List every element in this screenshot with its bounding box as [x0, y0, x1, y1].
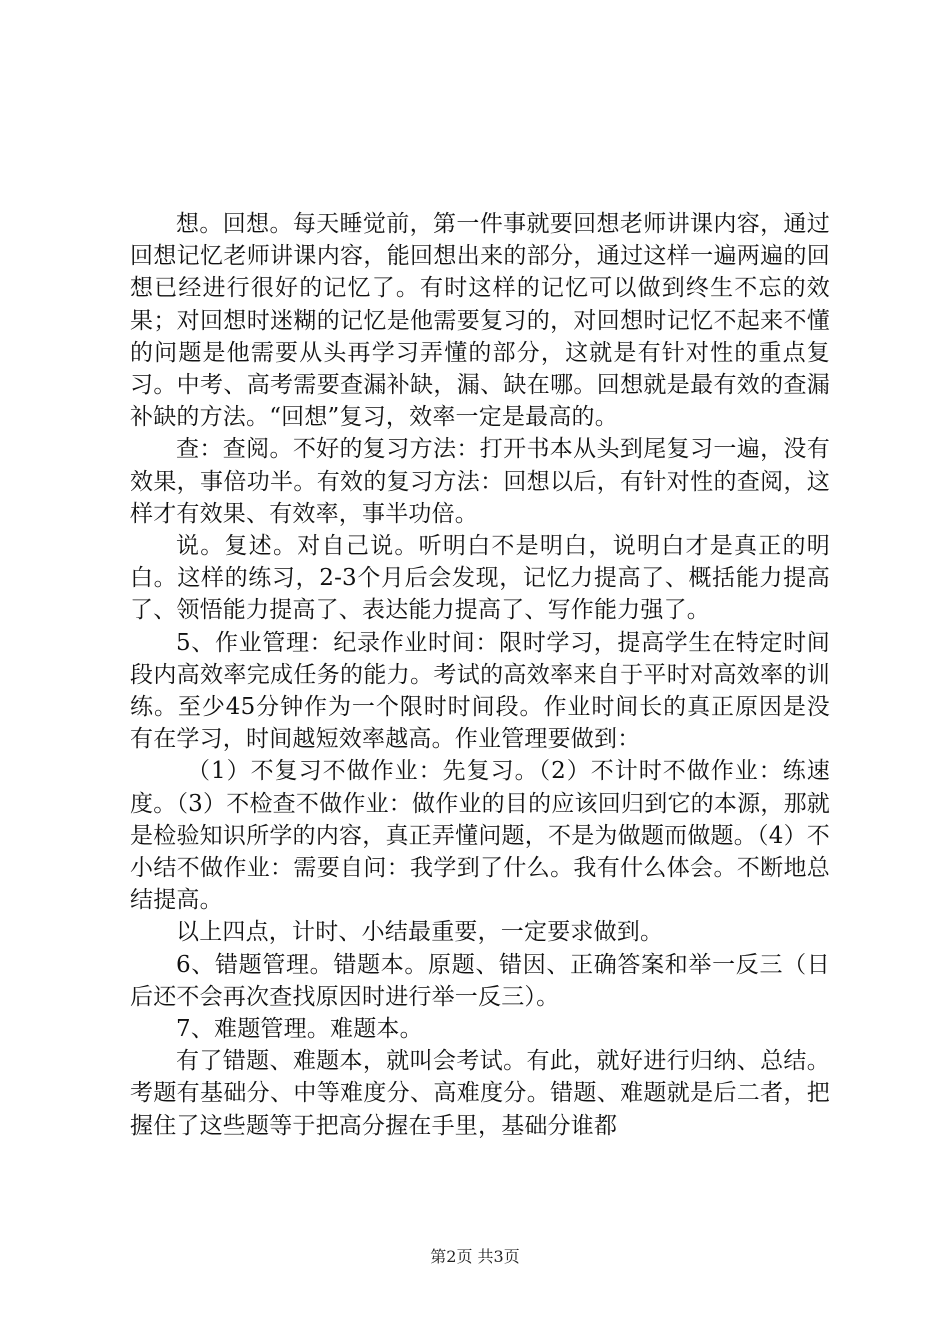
document-body: [130, 208, 830, 1142]
paragraph-exam-skills: 有了错题、难题本，就叫会考试。有此，就好进行归纳、总结。考题有基础分、中等难度分、高难度分。错题、难题就是后二者，把握住了这些题等于把高分握在手里，基础分谁都: [130, 1048, 830, 1139]
paragraph-homework-management: 5、作业管理：纪录作业时间：限时学习，提高学生在特定时间段内高效率完成任务的能力。考试的高效率来自于平时对高效率的训练。至少45分钟作为一个限时时间段。作业时间长的真正原因是没有在学习，时间越短效率越高。作业管理要做到：: [130, 629, 830, 753]
paragraph-hard-problem-management: 7、难题管理。难题本。: [176, 1016, 423, 1043]
paragraph-error-management: 6、错题管理。错题本。原题、错因、正确答案和举一反三（日后还不会再次查找原因时进行举一反三）。: [130, 951, 830, 1010]
paragraph-review: 查：查阅。不好的复习方法：打开书本从头到尾复习一遍，没有效果，事倍功半。有效的复习方法：回想以后，有针对性的查阅，这样才有效果、有效率，事半功倍。: [130, 436, 830, 527]
paragraph-summary-note: 以上四点，计时、小结最重要，一定要求做到。: [176, 919, 664, 946]
paragraph-recall: 想。回想。每天睡觉前，第一件事就要回想老师讲课内容，通过回想记忆老师讲课内容，能回想出来的部分，通过这样一遍两遍的回想已经进行很好的记忆了。有时这样的记忆可以做到终生不忘的效果；对回想时迷糊的记忆是他需要复习的，对回想时记忆不起来不懂的问题是他需要从头再学习弄懂的部分，这就是有针对性的重点复习。中考、高考需要查漏补缺，漏、缺在哪。回想就是最有效的查漏补缺的方法。“回想”复习，效率一定是最高的。: [130, 211, 830, 431]
page-footer: 第2页 共3页: [430, 1247, 520, 1266]
paragraph-homework-rules: （1）不复习不做作业：先复习。（2）不计时不做作业：练速度。（3）不检查不做作业：做作业的目的应该回归到它的本源，那就是检验知识所学的内容，真正弄懂问题，不是为做题而做题。（4）不小结不做作业：需要自问：我学到了什么。我有什么体会。不断地总结提高。: [130, 758, 830, 914]
paragraph-retell: 说。复述。对自己说。听明白不是明白，说明白才是真正的明白。这样的练习，2-3个月后会发现，记忆力提高了、概括能力提高了、领悟能力提高了、表达能力提高了、写作能力强了。: [130, 533, 830, 624]
